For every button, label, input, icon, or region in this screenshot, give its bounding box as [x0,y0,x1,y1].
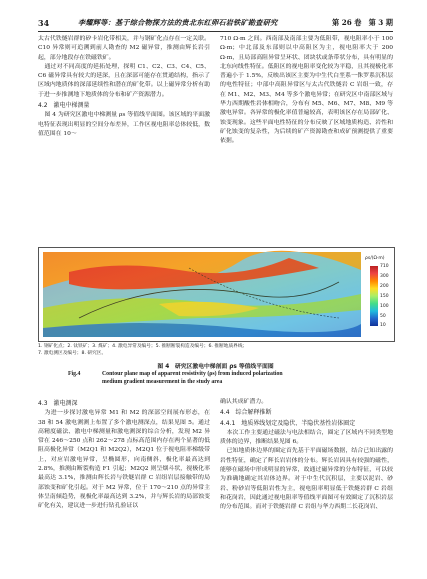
volume-issue: 第 26 卷 第 3 期 [332,18,393,27]
paragraph: 通过对不同高度的延拓处理，探明 C1、C2、C3、C4、C5、C6 磁异常具有较大的延深，且在深部可能存在贯通结构，指示了区域内地质体的深部延续性和潜在的矿化带。以上磁异常分析有助于进一步推测地下地质体的分布和矿产资源潜力。 [38,63,210,98]
column-left-top [38,35,210,139]
caption-line: Contour plane map of apparent resistivity (ρs) from induced polarization [102,371,283,377]
section-heading: 4.2 激电中梯测量 [38,102,90,110]
legend-tick: 200 [380,284,389,289]
legend-tick: 150 [380,294,389,299]
caption-line: medium gradient measurement in the study area [102,379,223,386]
legend-tick: 50 [380,314,386,319]
paragraph: 为进一步探讨激电异常 M1 和 M2 的深部空间展布形态，在 38 和 54 激电测测上布置了多个激电测深点，结果见图 5。通过高精度磁法、激电中梯测量和激电测深的综合分析，发现 M2 异常在 246～250 点和 262～278 点标高范围内存在两个显著的低阻高极化异常（M2Q1 和 M2Q2），M2Q1 位于视电阻率梯级带上，对应岩激电异常，呈椭圆形，向南侧斜，极化率最高达到 2.8%，推测由断裂构造 F1 引起；M2Q2 则呈烟斗状，视极化率最高达 3.1%，推测由辉长岩与铁燧岩群 C 岩组岩层接触带的局部蚀变和矿化引起。对于 M2 异常，位于 170～210 点的异常主体呈南倾趋势，视极化率最高达到 3.2%，并与辉长岩的局部蚀变矿化有关，建议进一步进行钻孔验证以 [38,410,210,510]
legend-unit: ρs/(Ω·m) [365,256,385,261]
legend-tick: 710 [380,264,389,269]
paragraph: 已知地质体边界的圈定首先基于平面磁场数据，结合已知出露的岩性特征，确定了辉长岩岩体的分布。辉长岩因具有较强的磁性，能够在磁场中形成明显的异常，故通过磁异常的分布特征，可以较为准确地确定其岩体边界。对于中生代沉积层，主要以泥岩、砂岩、粉砂岩等低阻岩性为主，视电阻率明显低于铁燧岩群 C 岩组和花岗岩，因此通过视电阻率等值线平面图可有效圈定了沉积岩层的分布范围。而对于铁燧岩群 C 岩组与华力西期二长花岗岩、 [220,448,393,511]
figure-legend [38,343,393,357]
column-right-bottom [220,398,393,513]
contour-map-graphic [39,248,394,341]
header-rule [38,31,393,32]
page-number: 34 [38,18,50,28]
resistivity-contour-map [38,247,395,342]
figure-caption-cn: 图 4 研究区激电中梯剖面 ρs 等值线平面图 [157,364,274,370]
legend-tick: 10 [380,323,386,328]
column-right-top [220,35,393,147]
color-scale [370,266,378,326]
paragraph: 太古代铁燧岩群的矽卡岩化带相关，并与钢矿化点存在一定关联。C10 异常则可追溯到前人勘查的 M2 磁异常，推测由辉长岩引起，部分地段存在铁磁铁矿。 [38,36,210,61]
figure-4 [38,247,393,391]
paragraph: 710 Ω·m 之间。西南部及南部主要为低阻带，视电阻率小于 100 Ω·m；中北部及东部则以中高阻区为主，视电阻率大于 200 Ω·m，且局部高阻异常呈环状、团块状或条带状分布，具有明显的北东向线性特征。低阻区的视电阻率变化较为平稳，且其视极化率普遍小于 1.5%，反映出该区主要为中生代白垩系一侏罗系沉积层的电性特征；中部中高阻异常区与太古代铁燧岩 C 岩组一致，存在 M1、M2、M3、M4 等多个激电异常；在研究区中南部区域与华力西期酸性岩体相吻合，分布有 M5、M6、M7、M8、M9 等激电异常。各异常的极化率值普遍较高，表明该区存在局部矿化、蚀变现象。这些平面电性特征的分布反映了区域地质构造、岩性和矿化蚀变的复杂性，为后续的矿产资源勘查和成矿预测提供了重要依据。 [220,36,393,145]
paragraph: 确认其成矿潜力。 [220,399,268,405]
paragraph: 图 4 为研究区激电中梯测量 ρs 等值线平面图。该区域的平面激电特征表现出明显的空间分布差异，工作区视电阻率总体较低，数值范围在 10～ [38,112,210,137]
map-overlay [43,252,361,337]
subsection-heading: 4.4.1 地质界线划定及隐伏、半隐伏基性岩体圈定 [220,419,356,427]
column-left-bottom [38,398,210,512]
legend-items: 1. 钢矿化点；2. 钛铁矿；3. 煤矿；4. 激电异常及编号；5. 推断断裂构造及编号；6. 推断地质界线； [38,344,248,349]
legend-tick: 300 [380,274,389,279]
legend-items: 7. 激电测区及编号；8. 研究区。 [38,351,107,356]
section-heading: 4.3 激电测深 [38,400,78,407]
legend-tick: 100 [380,304,389,309]
figure-caption-en [68,370,368,387]
paragraph: 本次工作主要通过磁法与电法相结合，圈定了区域内不同类型地质体的边界，推断结果见图 6。 [220,429,393,446]
section-heading: 4.4 综合解释推断 [220,409,272,417]
running-title: 李耀辉等：基于综合物探方法的贵北东红卵石岩铁矿勘查研究 [78,18,278,27]
running-header [38,17,393,29]
figure-label: Fig.4 [68,371,81,377]
